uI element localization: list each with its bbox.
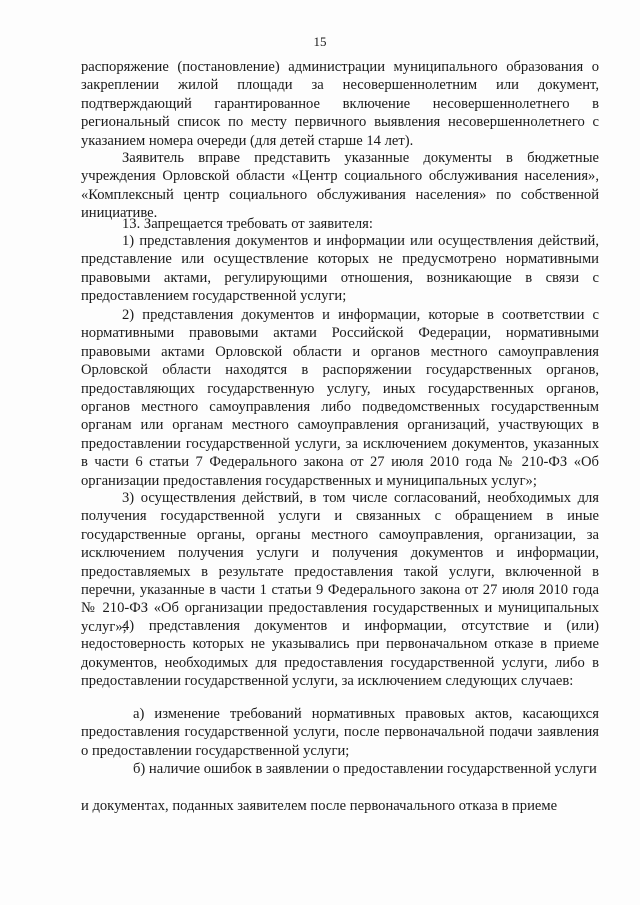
paragraph-case-b: б) наличие ошибок в заявлении о предоставлении государственной услуги — [133, 761, 597, 777]
paragraph-subitem-2: 2) представления документов и информации, которые в соответствии с нормативными правовыми актами Российской Федерации, нормативными правовыми актами Орловской области и органов местного самоуправления Орловской области находятся в распоряжении государственных органов, предоставляющих государственную услугу, иных государственных органов, органов местного самоуправления либо подведомственных государственным органам или органам местного самоуправления организаций, участвующих в предоставлении государственной услуги, за исключением документов, указанных в части 6 статьи 7 Федерального закона от 27 июля 2010 года № 210-ФЗ «Об организации предоставления государственных и муниципальных услуг»; — [81, 307, 599, 489]
paragraph-subitem-1: 1) представления документов и информации или осуществления действий, представление или осуществление которых не предусмотрено нормативными правовыми актами, регулирующими отношения, возникающие в связи с предоставлением государственной услуги; — [81, 233, 599, 305]
paragraph-applicant-right: Заявитель вправе представить указанные документы в бюджетные учреждения Орловской области «Центр социального обслуживания населения», «Комплексный центр социального обслуживания населения» по собственной инициативе. — [81, 150, 599, 222]
page-number: 15 — [313, 34, 327, 49]
document-body — [81, 58, 599, 817]
paragraph-case-b-continuation: и документах, поданных заявителем после первоначального отказа в приеме — [81, 798, 558, 814]
paragraph-subitem-3: 3) осуществления действий, в том числе согласований, необходимых для получения государственной услуги и связанных с обращением в иные государственные органы, органы местного самоуправления, организации, за исключением получения услуги и получения документов и информации, предоставляемых в результате предоставления такой услуги, включенной в перечни, указанные в части 1 статьи 9 Федерального закона от 27 июля 2010 года № 210-ФЗ «Об организации предоставления государственных и муниципальных услуг»; — [81, 490, 599, 635]
paragraph-subitem-4: 4) представления документов и информации, отсутствие и (или) недостоверность которых не указывались при первоначальном отказе в приеме документов, необходимых для предоставления государственной услуги, либо в предоставлении государственной услуги, за исключением следующих случаев: — [81, 618, 599, 690]
paragraph-case-a: а) изменение требований нормативных правовых актов, касающихся предоставления государственной услуги, после первоначальной подачи заявления о предоставлении государственной услуги; — [81, 706, 599, 759]
paragraph-continuation: распоряжение (постановление) администрации муниципального образования о закреплении жилой площади за несовершеннолетним или документ, подтверждающий гарантированное включение несовершеннолетнего в региональный список по месту первичного выявления несовершеннолетнего с указанием номера очереди (для детей старше 14 лет). — [81, 59, 599, 149]
paragraph-item-13: 13. Запрещается требовать от заявителя: — [122, 216, 373, 232]
